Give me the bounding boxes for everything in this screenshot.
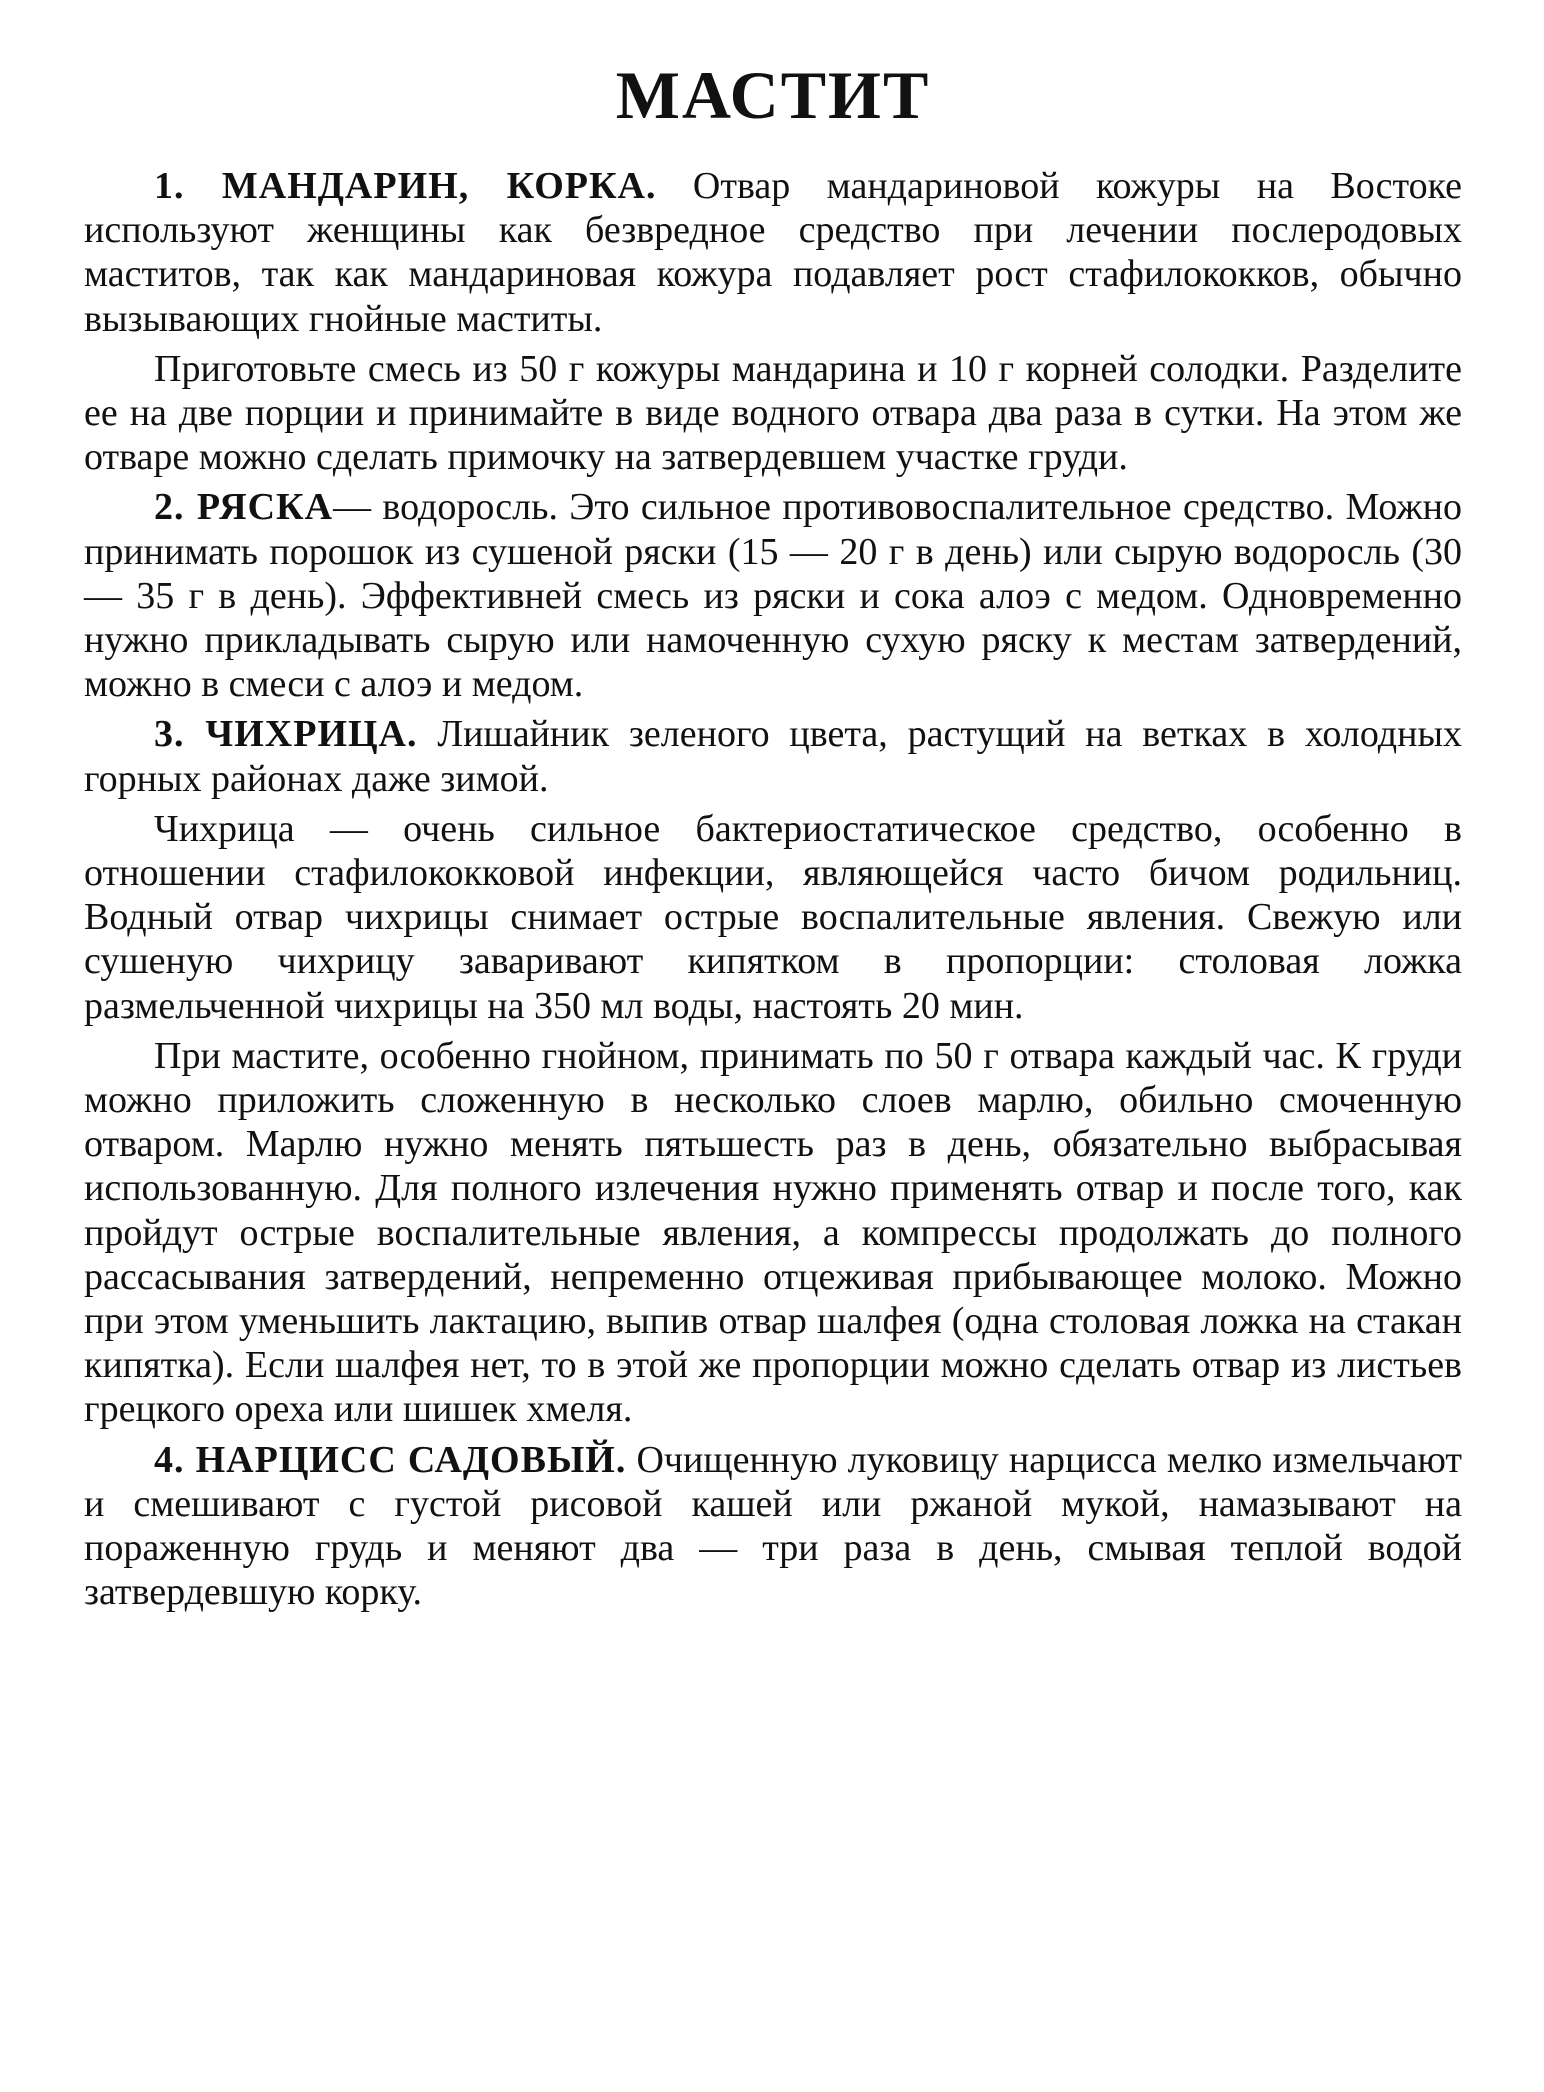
section-4-narcissus [84,1438,1462,1615]
section-3-mastitis-usage [84,1034,1462,1432]
section-2-heading: 2. РЯСКА [154,486,334,529]
document-page [84,52,1462,1621]
section-3-text: Лишайник зеленого цвета, растущий на ветках в холодных горных районах даже зимой. [84,713,1462,800]
section-1-recipe-text: Приготовьте смесь из 50 г кожуры мандарина и 10 г корней солодки. Разделите ее на две порции и принимайте в виде водного отвара два раза в сутки. На этом же отваре можно сделать примочку на затвердевшем участке груди. [84,347,1462,479]
section-1-recipe [84,347,1462,480]
section-3-description-text: Чихрица — очень сильное бактериостатическое средство, особенно в отношении стафилококковой инфекции, являющейся часто бичом родильниц. Водный отвар чихрицы снимает острые воспалительные явления. Свежую или сушеную чихрицу заваривают кипятком в пропорции: столовая ложка размельченной чихрицы на 350 мл воды, настоять 20 мин. [84,807,1462,1027]
page-title: МАСТИТ [615,57,931,133]
section-3-usage-text: При мастите, особенно гнойном, принимать по 50 г отвара каждый час. К груди можно приложить сложенную в несколько слоев марлю, обильно смоченную отваром. Марлю нужно менять пятьшесть раз в день, обязательно выбрасывая использованную. Для полного излечения нужно применять отвар и после того, как пройдут острые воспалительные явления, а компрессы продолжать до полного рассасывания затвердений, непременно отцеживая прибывающее молоко. Можно при этом уменьшить лактацию, выпив отвар шалфея (одна столовая ложка на стакан кипятка). Если шалфея нет, то в этой же пропорции можно сделать отвар из листьев грецкого ореха или шишек хмеля. [84,1034,1462,1431]
section-1-mandarin [84,164,1462,341]
section-1-text: Отвар мандариновой кожуры на Востоке используют женщины как безвредное средство при лечении послеродовых маститов, так как мандариновая кожура подавляет рост стафилококков, обычно вызывающих гнойные маститы. [84,165,1463,340]
section-2-text: — водоросль. Это сильное противовоспалительное средство. Можно принимать порошок из сушеной ряски (15 — 20 г в день) или сырую водоросль (30 — 35 г в день). Эффективней смесь из ряски и сока алоэ с медом. Одновременно нужно прикладывать сырую или намоченную сухую ряску к местам затвердений, можно в смеси с алоэ и медом. [84,486,1463,706]
section-1-heading: 1. МАНДАРИН, КОРКА. [154,165,657,207]
section-3-heading: 3. ЧИХРИЦА. [154,713,418,756]
section-4-text: Очищенную луковицу нарцисса мелко измельчают и смешивают с густой рисовой кашей или ржаной мукой, намазывают на пораженную грудь и меняют два — три раза в день, смывая теплой водой затвердевшую корку. [84,1438,1463,1614]
section-3-chikhritsa [84,712,1462,800]
section-4-heading: 4. НАРЦИСС САДОВЫЙ. [154,1438,627,1481]
section-3-description [84,807,1462,1028]
section-2-ryaska [84,485,1462,706]
